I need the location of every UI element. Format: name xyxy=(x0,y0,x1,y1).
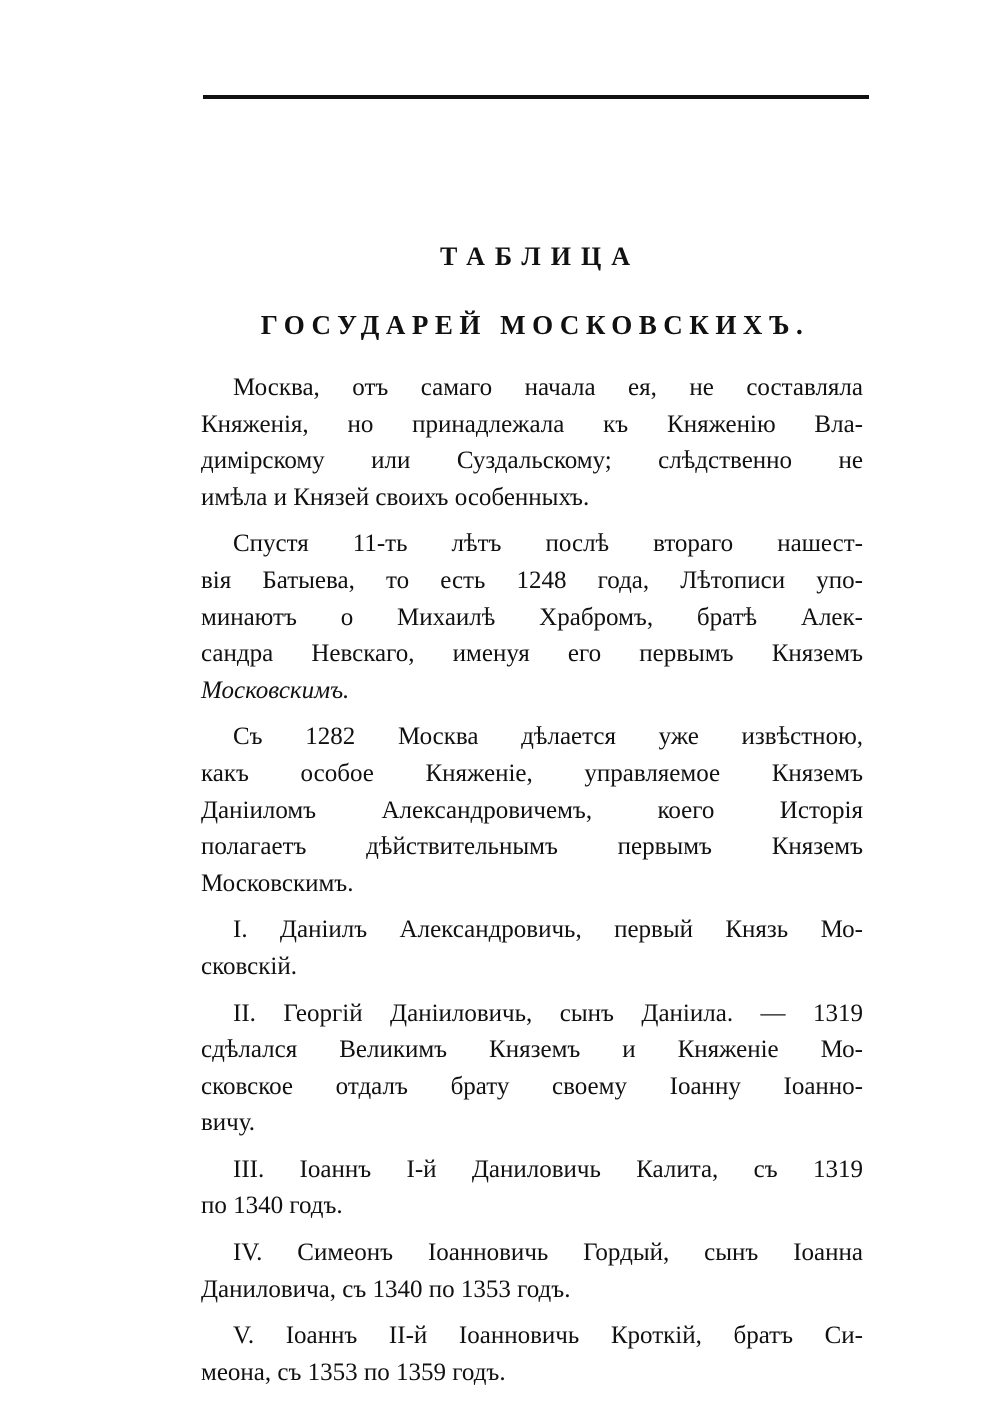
text-line: минаютъ о Михаилѣ Храбромъ, братѣ Алек- xyxy=(201,603,863,631)
text-line: II. Георгій Даніиловичь, сынъ Даніила. — 1319 xyxy=(233,999,863,1027)
page-title: ТАБЛИЦА xyxy=(440,242,640,271)
text-line: Москва, отъ самаго начала ея, не составляла xyxy=(233,374,863,401)
paragraph-daniil-history xyxy=(201,719,863,902)
text-line: Даниловича, съ 1340 по 1353 годъ. xyxy=(201,1275,571,1303)
text-line: сдѣлался Великимъ Княземъ и Княженіе Мо- xyxy=(201,1036,863,1064)
text-line: полагаетъ дѣйствительнымъ первымъ Княземъ xyxy=(201,833,863,861)
text-line: по 1340 годъ. xyxy=(201,1192,343,1220)
text-line: сандра Невскаго, именуя его первымъ Княземъ xyxy=(201,640,863,668)
text-line: Спустя 11-ть лѣтъ послѣ втораго нашест- xyxy=(233,530,863,558)
text-line: Княженія, но принадлежала къ Княженію Вла- xyxy=(201,410,863,438)
page-subtitle: ГОСУДАРЕЙ МОСКОВСКИХЪ. xyxy=(260,310,810,340)
text-line: меона, съ 1353 по 1359 годъ. xyxy=(201,1358,506,1386)
entry-1-daniil xyxy=(201,912,863,985)
header-rule xyxy=(203,95,869,99)
entry-2-georgiy xyxy=(201,996,863,1142)
entry-4-simeon xyxy=(201,1235,863,1308)
text-line: I. Даніилъ Александровичь, первый Князь Мо- xyxy=(233,916,863,944)
text-line: Московскимъ. xyxy=(201,869,354,897)
text-line: III. Іоаннъ I-й Даниловичь Калита, съ 1319 xyxy=(233,1155,863,1183)
text-line: сковскій. xyxy=(201,952,297,980)
text-line: вія Батыева, то есть 1248 года, Лѣтописи упо- xyxy=(201,566,863,594)
body-text xyxy=(201,370,863,1401)
text-line: IV. Симеонъ Іоанновичь Гордый, сынъ Іоанна xyxy=(233,1239,863,1267)
paragraph-mikhail xyxy=(201,526,863,709)
text-line: вичу. xyxy=(201,1109,256,1137)
text-line: Съ 1282 Москва дѣлается уже извѣстною, xyxy=(233,723,863,751)
text-line: сковское отдалъ брату своему Іоанну Іоанно- xyxy=(201,1072,863,1100)
text-line: Московскимъ. xyxy=(201,676,350,704)
text-line: димірскому или Суздальскому; слѣдственно не xyxy=(201,447,863,475)
paragraph-intro xyxy=(201,370,863,516)
text-line: имѣла и Князей своихъ особенныхъ. xyxy=(201,483,590,511)
text-line: какъ особое Княженіе, управляемое Княземъ xyxy=(201,759,863,787)
entry-5-ioann-krotkiy xyxy=(201,1318,863,1391)
text-line: Даніиломъ Александровичемъ, коего Исторія xyxy=(201,796,863,824)
entry-3-ioann-kalita xyxy=(201,1152,863,1225)
text-line: V. Іоаннъ II-й Іоанновичь Кроткій, братъ Си- xyxy=(233,1322,863,1350)
